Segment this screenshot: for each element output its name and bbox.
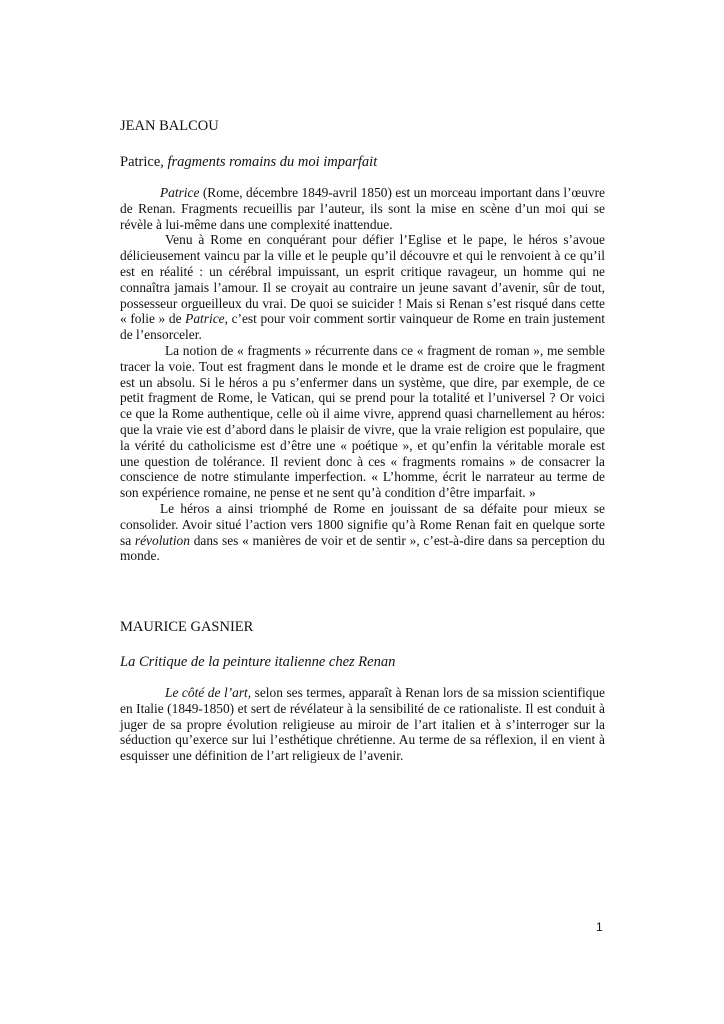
title-italic-part: , fragments romains du moi imparfait	[160, 154, 378, 170]
article-title-critique	[120, 653, 605, 671]
paragraph-1-text: selon ses termes, apparaît à Renan lors de sa mission scientifique en Italie (1849-1850) et sert de révélateur à la sensibilité de ce rationaliste. Il est conduit à juger de sa propre évolution religieuse au miroir de l’art italien et à s’interroger sur la séduction qu’exerce sur lui l’esthétique chrétienne. Au terme de sa réflexion, il en vient à esquisser une définition de l’art religieux de l’avenir.	[120, 685, 605, 764]
paragraph-1	[120, 185, 605, 232]
article-body-patrice	[120, 185, 605, 564]
paragraph-2-text-b: , c’est pour voir comment sortir vainqueur de Rome en train justement de l’ensorceler.	[120, 311, 605, 343]
paragraph-4-text-b: dans ses « manières de voir et de sentir », c’est-à-dire dans sa perception du monde.	[120, 532, 605, 564]
paragraph-2	[120, 232, 605, 343]
work-title-italic: Patrice	[160, 185, 200, 200]
page-number: 1	[596, 920, 603, 934]
title-plain-part: Patrice	[120, 154, 161, 170]
work-title-italic: Patrice	[185, 311, 225, 327]
paragraph-4	[120, 501, 605, 564]
article-title-patrice	[120, 153, 605, 171]
title-italic: La Critique de la peinture italienne chez Renan	[120, 654, 396, 670]
paragraph-1-text: (Rome, décembre 1849-avril 1850) est un morceau important dans l’œuvre de Renan. Fragments recueillis par l’auteur, ils sont la mise en scène d’un moi qui se révèle à lui-même dans une complexité inattendue.	[120, 185, 605, 232]
article-body-critique	[120, 685, 605, 764]
paragraph-4-text-a: Le héros a ainsi triomphé de Rome en jouissant de sa défaite pour mieux se consolider. Avoir situé l’action vers 1800 signifie qu’à Rome Renan fait en quelque sorte sa	[120, 500, 605, 548]
paragraph-1	[120, 685, 605, 764]
paragraph-3: La notion de « fragments » récurrente dans ce « fragment de roman », me semble tracer la voie. Tout est fragment dans le monde et le drame est de croire que le fragment est un absolu. Si le héros a pu s’enfermer dans un système, que dire, par exemple, de ce petit fragment de Rome, le Vatican, qui se prend pour la totalité et l’universel ? Or voici ce que la Rome authentique, celle où il aime vivre, apprend quasi charnellement au héros: que la vraie vie est d’abord dans le plaisir de vivre, que la vraie religion est populaire, que la vérité du catholicisme est d’être une « poétique », et qu’enfin la véritable morale est une question de tolérance. Il revient donc à ces « fragments romains » de consacrer la conscience de notre stimulante imperfection. « L’homme, écrit le narrateur au terme de son expérience romaine, ne pense et ne sent qu’à condition d’être imparfait. »	[120, 342, 605, 501]
author-heading-gasnier: MAURICE GASNIER	[120, 619, 254, 635]
revolution-italic: révolution	[134, 532, 190, 548]
author-heading-balcou: JEAN BALCOU	[120, 118, 219, 134]
paragraph-2-text-a: Venu à Rome en conquérant pour défier l’Eglise et le pape, le héros s’avoue délicieusement vaincu par la ville et le peuple qu’il découvre et qui le renvoient à ce qu’il est en réalité : un cérébral impuissant, un esprit critique ravageur, un homme qui ne connaîtra jamais l’amour. Il se croyait au contraire un jeune savant d’avenir, sûr de tout, possesseur orgueilleux du vrai. De quoi se suicider ! Mais si Renan s’est risqué dans cette « folie » de	[120, 232, 605, 327]
quote-italic: Le côté de l’art,	[165, 685, 252, 700]
